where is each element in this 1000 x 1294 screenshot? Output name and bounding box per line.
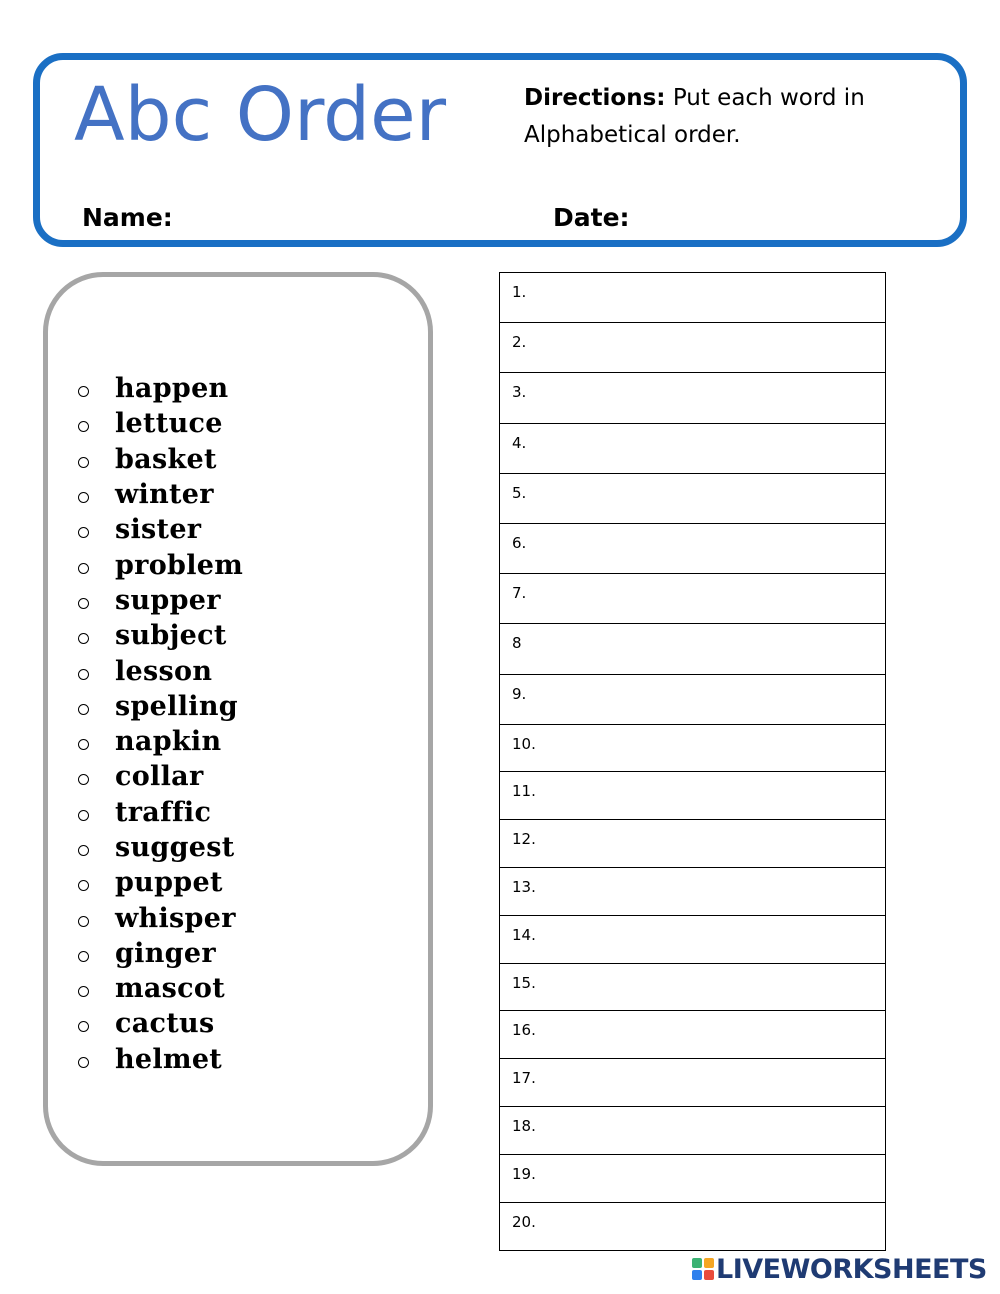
word-text: collar bbox=[115, 761, 204, 793]
answer-number: 18. bbox=[512, 1117, 536, 1136]
circle-bullet-icon bbox=[78, 563, 89, 574]
word-text: whisper bbox=[115, 902, 236, 934]
circle-bullet-icon bbox=[78, 633, 89, 644]
answer-table bbox=[499, 272, 886, 1251]
word-item bbox=[78, 583, 243, 618]
answer-input[interactable] bbox=[545, 778, 879, 813]
answer-row bbox=[500, 574, 885, 624]
circle-bullet-icon bbox=[78, 951, 89, 962]
answer-input[interactable] bbox=[545, 630, 879, 667]
date-label: Date: bbox=[553, 203, 630, 232]
word-text: cactus bbox=[115, 1008, 215, 1040]
answer-row bbox=[500, 323, 885, 373]
answer-number: 6. bbox=[512, 533, 527, 552]
answer-row bbox=[500, 820, 885, 868]
answer-input[interactable] bbox=[545, 1209, 879, 1245]
answer-row bbox=[500, 1107, 885, 1155]
answer-row bbox=[500, 474, 885, 524]
answer-input[interactable] bbox=[545, 1113, 879, 1148]
answer-number: 19. bbox=[512, 1164, 536, 1183]
answer-row bbox=[500, 964, 885, 1012]
answer-number: 4. bbox=[512, 433, 527, 452]
word-text: sister bbox=[115, 514, 202, 546]
word-item bbox=[78, 442, 243, 477]
word-text: supper bbox=[115, 584, 221, 616]
answer-number: 8 bbox=[512, 634, 522, 653]
answer-input[interactable] bbox=[545, 970, 879, 1005]
answer-row bbox=[500, 1011, 885, 1059]
word-text: napkin bbox=[115, 726, 222, 758]
answer-input[interactable] bbox=[545, 826, 879, 861]
word-bank bbox=[43, 272, 433, 1166]
word-item bbox=[78, 865, 243, 900]
answer-input[interactable] bbox=[545, 329, 879, 366]
answer-input[interactable] bbox=[545, 1017, 879, 1052]
answer-number: 13. bbox=[512, 878, 536, 897]
answer-number: 3. bbox=[512, 383, 527, 402]
circle-bullet-icon bbox=[78, 421, 89, 432]
answer-input[interactable] bbox=[545, 530, 879, 567]
word-item bbox=[78, 1006, 243, 1041]
circle-bullet-icon bbox=[78, 845, 89, 856]
answer-number: 9. bbox=[512, 684, 527, 703]
word-text: suggest bbox=[115, 832, 235, 863]
answer-row bbox=[500, 1059, 885, 1107]
liveworksheets-logo-icon bbox=[692, 1258, 714, 1280]
word-text: basket bbox=[115, 443, 217, 475]
name-label: Name: bbox=[82, 203, 173, 232]
word-text: puppet bbox=[115, 867, 223, 899]
directions-text: Put each word in Alphabetical order. bbox=[524, 85, 865, 148]
answer-input[interactable] bbox=[545, 480, 879, 517]
logo-square bbox=[704, 1270, 714, 1280]
circle-bullet-icon bbox=[78, 916, 89, 927]
answer-row bbox=[500, 524, 885, 574]
word-text: traffic bbox=[115, 796, 212, 828]
word-item bbox=[78, 724, 243, 759]
word-item bbox=[78, 830, 243, 865]
circle-bullet-icon bbox=[78, 986, 89, 997]
circle-bullet-icon bbox=[78, 669, 89, 680]
word-item bbox=[78, 547, 243, 582]
word-text: lettuce bbox=[115, 408, 223, 440]
answer-row bbox=[500, 772, 885, 820]
logo-text: LIVEWORKSHEETS bbox=[716, 1253, 987, 1285]
circle-bullet-icon bbox=[78, 492, 89, 503]
answer-row bbox=[500, 675, 885, 725]
answer-input[interactable] bbox=[545, 731, 879, 766]
answer-number: 11. bbox=[512, 782, 536, 801]
answer-input[interactable] bbox=[545, 1161, 879, 1196]
word-item bbox=[78, 971, 243, 1006]
answer-row bbox=[500, 1203, 885, 1251]
answer-input[interactable] bbox=[545, 580, 879, 617]
word-item bbox=[78, 759, 243, 794]
answer-number: 20. bbox=[512, 1212, 536, 1231]
answer-row bbox=[500, 725, 885, 773]
word-text: problem bbox=[115, 549, 244, 581]
answer-row bbox=[500, 273, 885, 323]
answer-row bbox=[500, 868, 885, 916]
circle-bullet-icon bbox=[78, 598, 89, 609]
word-item bbox=[78, 936, 243, 971]
answer-number: 17. bbox=[512, 1069, 536, 1088]
answer-number: 2. bbox=[512, 333, 527, 352]
answer-input[interactable] bbox=[545, 379, 879, 416]
word-text: winter bbox=[115, 479, 214, 511]
answer-input[interactable] bbox=[545, 922, 879, 957]
word-item bbox=[78, 653, 243, 688]
header-box bbox=[33, 53, 967, 247]
liveworksheets-logo bbox=[692, 1254, 987, 1284]
answer-number: 10. bbox=[512, 734, 536, 753]
directions-label: Directions: bbox=[524, 85, 666, 111]
word-list bbox=[78, 371, 243, 1077]
answer-row bbox=[500, 424, 885, 474]
word-item bbox=[78, 900, 243, 935]
answer-input[interactable] bbox=[545, 874, 879, 909]
logo-square bbox=[692, 1258, 702, 1268]
word-text: spelling bbox=[115, 690, 238, 722]
word-item bbox=[78, 689, 243, 724]
word-text: happen bbox=[115, 373, 229, 405]
circle-bullet-icon bbox=[78, 1057, 89, 1068]
word-text: ginger bbox=[115, 937, 216, 969]
answer-input[interactable] bbox=[545, 681, 879, 718]
answer-input[interactable] bbox=[545, 430, 879, 467]
circle-bullet-icon bbox=[78, 386, 89, 397]
answer-number: 15. bbox=[512, 973, 536, 992]
circle-bullet-icon bbox=[78, 880, 89, 891]
word-item bbox=[78, 477, 243, 512]
circle-bullet-icon bbox=[78, 457, 89, 468]
word-item bbox=[78, 512, 243, 547]
answer-number: 7. bbox=[512, 584, 527, 603]
circle-bullet-icon bbox=[78, 1021, 89, 1032]
answer-input[interactable] bbox=[545, 1065, 879, 1100]
logo-square bbox=[692, 1270, 702, 1280]
directions bbox=[524, 80, 884, 154]
word-item bbox=[78, 618, 243, 653]
word-item bbox=[78, 1042, 243, 1077]
circle-bullet-icon bbox=[78, 527, 89, 538]
answer-number: 14. bbox=[512, 925, 536, 944]
word-item bbox=[78, 371, 243, 406]
answer-row bbox=[500, 1155, 885, 1203]
word-text: lesson bbox=[115, 655, 213, 687]
page-title: Abc Order bbox=[74, 72, 447, 158]
word-text: helmet bbox=[115, 1043, 223, 1075]
circle-bullet-icon bbox=[78, 810, 89, 821]
answer-row bbox=[500, 373, 885, 423]
logo-square bbox=[704, 1258, 714, 1268]
answer-number: 16. bbox=[512, 1021, 536, 1040]
word-item bbox=[78, 795, 243, 830]
answer-number: 1. bbox=[512, 283, 527, 301]
word-text: subject bbox=[115, 620, 227, 652]
answer-row bbox=[500, 624, 885, 674]
circle-bullet-icon bbox=[78, 704, 89, 715]
answer-row bbox=[500, 916, 885, 964]
answer-number: 12. bbox=[512, 830, 536, 849]
circle-bullet-icon bbox=[78, 739, 89, 750]
answer-input[interactable] bbox=[545, 279, 879, 316]
circle-bullet-icon bbox=[78, 774, 89, 785]
word-text: mascot bbox=[115, 973, 225, 1005]
answer-number: 5. bbox=[512, 483, 527, 502]
word-item bbox=[78, 406, 243, 441]
